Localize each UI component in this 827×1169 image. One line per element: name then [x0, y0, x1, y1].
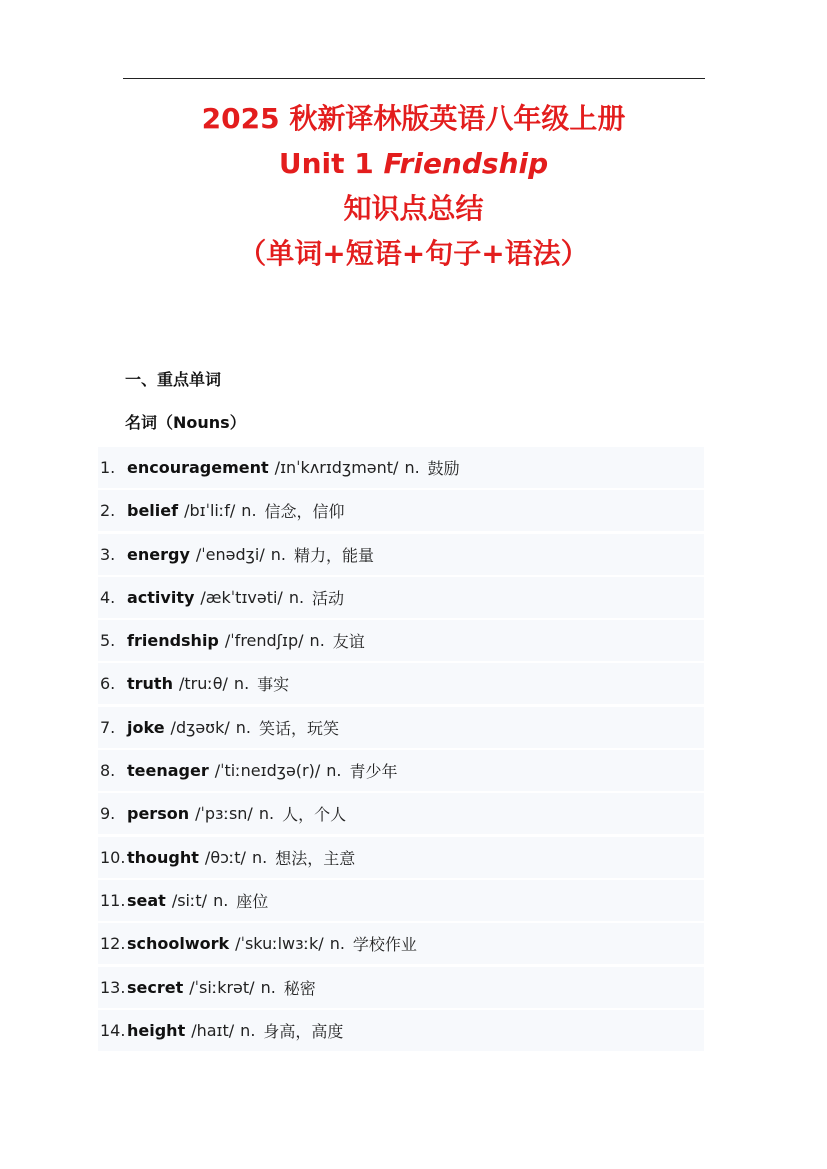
vocab-number: 5.: [100, 631, 116, 651]
vocab-number: 11.: [100, 890, 126, 910]
vocab-row: [98, 923, 704, 964]
vocab-word: friendship: [127, 631, 219, 651]
vocab-row: [98, 707, 704, 748]
vocab-meaning: 精力，能量: [293, 545, 374, 565]
vocab-part-of-speech: n.: [241, 501, 257, 521]
vocab-phonetic: /ˈfrendʃɪp/: [224, 631, 304, 651]
vocab-meaning: 座位: [236, 891, 269, 911]
vocab-part-of-speech: n.: [240, 1020, 256, 1040]
vocab-number: 14.: [100, 1020, 126, 1040]
vocab-meaning: 学校作业: [352, 935, 417, 955]
vocab-word: seat: [127, 890, 166, 910]
vocab-meaning: 友谊: [332, 632, 365, 652]
vocab-number: 1.: [100, 458, 116, 477]
vocab-row: [98, 663, 704, 704]
vocab-phonetic: /bɪˈliːf/: [184, 501, 236, 521]
vocab-phonetic: /truːθ/: [178, 674, 228, 694]
vocab-word: energy: [127, 544, 190, 564]
vocab-number: 13.: [100, 977, 126, 997]
vocab-part-of-speech: n.: [233, 674, 250, 694]
title-unit-label: Unit 1: [278, 147, 384, 180]
vocab-phonetic: /haɪt/: [191, 1020, 235, 1040]
vocab-meaning: 身高，高度: [263, 1021, 344, 1041]
vocab-meaning: 事实: [257, 675, 290, 695]
title-unit-name: Friendship: [383, 147, 549, 180]
vocab-word: height: [127, 1020, 186, 1040]
vocab-phonetic: /ɪnˈkʌrɪdʒmənt/: [274, 458, 399, 477]
section-heading: 一、重点单词: [125, 370, 222, 389]
vocab-phonetic: /siːt/: [171, 890, 208, 910]
title-line-4: （单词+短语+句子+语法）: [238, 237, 589, 270]
vocab-phonetic: /ˈenədʒi/: [195, 544, 265, 564]
vocab-meaning: 鼓励: [427, 459, 460, 478]
vocab-word: joke: [127, 717, 165, 737]
vocab-row: [98, 967, 704, 1008]
vocab-word: secret: [127, 977, 184, 997]
title-line-1: 2025 秋新译林版英语八年级上册: [201, 102, 626, 135]
header-rule: [123, 78, 705, 79]
vocab-part-of-speech: n.: [326, 761, 342, 781]
vocab-meaning: 人，个人: [282, 805, 347, 825]
vocab-phonetic: /θɔːt/: [204, 847, 246, 867]
vocab-phonetic: /dʒəʊk/: [170, 717, 230, 737]
vocab-word: encouragement: [127, 458, 269, 477]
vocab-word: belief: [127, 501, 179, 521]
title-line-3: 知识点总结: [343, 192, 484, 225]
vocab-row: [98, 577, 704, 618]
vocab-row: [98, 490, 704, 531]
vocab-list: [98, 447, 704, 1053]
vocab-word: thought: [127, 847, 199, 867]
vocab-row: [98, 793, 704, 834]
vocab-row: [98, 534, 704, 575]
vocab-number: 2.: [100, 501, 116, 521]
vocab-row: [98, 880, 704, 921]
vocab-word: person: [127, 804, 190, 824]
vocab-phonetic: /ˈpɜːsn/: [195, 804, 253, 824]
vocab-part-of-speech: n.: [251, 847, 268, 867]
vocab-part-of-speech: n.: [329, 934, 345, 954]
vocab-number: 8.: [100, 761, 116, 781]
vocab-phonetic: /ˈtiːneɪdʒə(r)/: [214, 761, 321, 781]
vocab-part-of-speech: n.: [213, 890, 229, 910]
vocab-part-of-speech: n.: [235, 717, 251, 737]
title-line-2: [0, 141, 827, 186]
vocab-word: teenager: [127, 761, 209, 781]
vocab-number: 4.: [100, 587, 116, 607]
document-title: [0, 96, 827, 276]
vocab-part-of-speech: n.: [404, 458, 420, 477]
vocab-meaning: 信念，信仰: [264, 502, 345, 522]
vocab-meaning: 想法，主意: [275, 848, 356, 868]
vocab-word: truth: [127, 674, 173, 694]
vocab-number: 3.: [100, 544, 116, 564]
vocab-part-of-speech: n.: [288, 587, 305, 607]
vocab-part-of-speech: n.: [270, 544, 286, 564]
vocab-part-of-speech: n.: [260, 977, 276, 997]
vocab-number: 7.: [100, 717, 116, 737]
vocab-phonetic: /ækˈtɪvəti/: [200, 587, 283, 607]
vocab-meaning: 青少年: [349, 762, 398, 782]
vocab-row: [98, 750, 704, 791]
vocab-meaning: 活动: [312, 588, 345, 608]
vocab-meaning: 秘密: [283, 978, 316, 998]
vocab-word: schoolwork: [127, 934, 230, 954]
vocab-row: [98, 837, 704, 878]
vocab-row: [98, 620, 704, 661]
vocab-part-of-speech: n.: [258, 804, 275, 824]
vocab-number: 9.: [100, 804, 116, 824]
vocab-phonetic: /ˈsiːkrət/: [189, 977, 255, 997]
vocab-meaning: 笑话，玩笑: [258, 718, 339, 738]
vocab-row: [98, 447, 704, 488]
vocab-number: 12.: [100, 934, 126, 954]
vocab-word: activity: [127, 587, 195, 607]
vocab-row: [98, 1010, 704, 1051]
vocab-phonetic: /ˈskuːlwɜːk/: [235, 934, 324, 954]
vocab-number: 10.: [100, 847, 126, 867]
vocab-part-of-speech: n.: [309, 631, 325, 651]
vocab-number: 6.: [100, 674, 116, 694]
nouns-subheading: 名词（Nouns）: [125, 413, 246, 432]
